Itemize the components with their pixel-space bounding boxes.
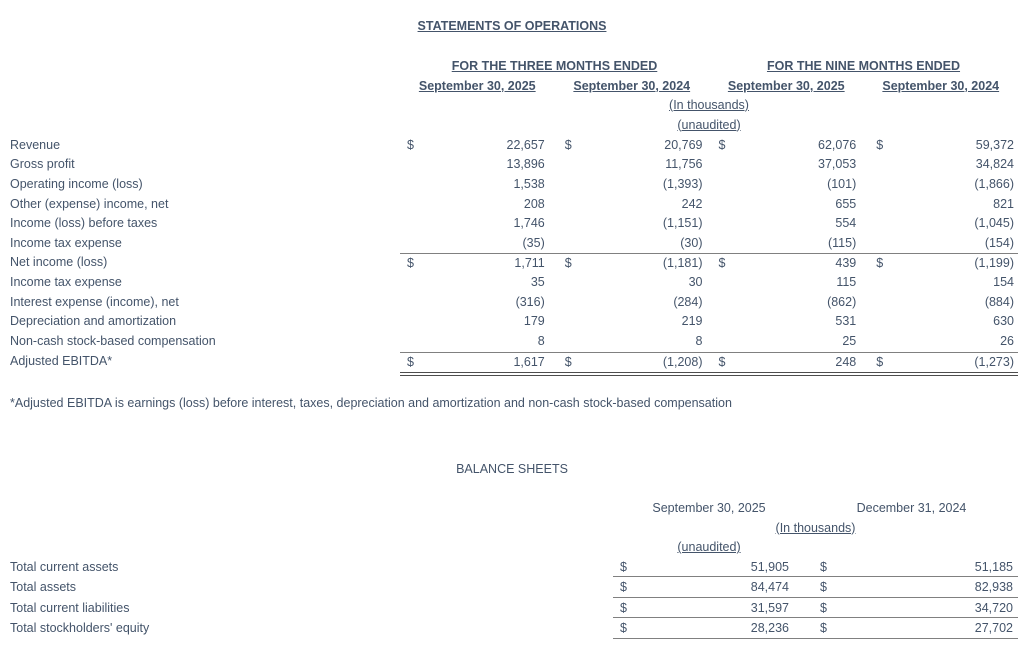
row-label: Income (loss) before taxes <box>10 216 158 231</box>
row-label: Total current assets <box>10 560 119 574</box>
cell-value: 821 <box>993 196 1014 211</box>
currency-symbol: $ <box>820 560 827 574</box>
table-row-income-tax-expense-addback <box>0 273 1018 293</box>
row-label: Total current liabilities <box>10 600 130 615</box>
currency-symbol: $ <box>876 354 884 369</box>
currency-symbol: $ <box>564 354 572 369</box>
currency-symbol: $ <box>564 256 572 271</box>
cell-value: 26 <box>1000 334 1014 348</box>
table-row-stock-compensation <box>0 332 1018 352</box>
currency-symbol: $ <box>620 580 627 595</box>
cell-value: (1,151) <box>662 216 703 231</box>
row-label: Depreciation and amortization <box>10 314 177 329</box>
cell-value: 179 <box>523 314 545 329</box>
cell-value: 27,702 <box>974 621 1013 636</box>
cell-value: 34,720 <box>974 600 1013 615</box>
currency-symbol: $ <box>407 137 414 152</box>
cell-value: 82,938 <box>974 580 1013 595</box>
table-row-income-tax-expense <box>0 234 1018 254</box>
table-row-total-current-assets <box>0 557 1018 577</box>
row-label: Revenue <box>10 137 61 152</box>
table-row-adjusted-ebitda <box>0 352 1018 372</box>
cell-value: (154) <box>984 235 1014 250</box>
cell-value: (1,181) <box>662 256 703 271</box>
balance-col-header-2: December 31, 2024 <box>856 501 967 515</box>
balance-col-header-1: September 30, 2025 <box>652 501 766 515</box>
cell-value: 655 <box>835 196 857 211</box>
cell-value: (884) <box>984 294 1014 309</box>
table-row-gross-profit <box>0 155 1018 175</box>
cell-value: 248 <box>835 354 857 369</box>
table-row-total-stockholders-equity <box>0 618 1018 638</box>
balance-in-thousands-note: (In thousands) <box>775 520 856 535</box>
cell-value: 1,538 <box>513 176 545 191</box>
table-row-total-current-liabilities <box>0 598 1018 618</box>
table-row-net-income <box>0 253 1018 273</box>
row-label: Total assets <box>10 580 77 595</box>
cell-value: 630 <box>993 314 1014 329</box>
cell-value: 208 <box>523 196 545 211</box>
cell-value: 219 <box>681 314 703 329</box>
cell-value: 51,185 <box>974 560 1013 574</box>
currency-symbol: $ <box>620 621 627 636</box>
cell-value: 8 <box>695 334 703 348</box>
currency-symbol: $ <box>820 580 827 595</box>
ops-table <box>0 136 1018 372</box>
cell-value: 154 <box>993 275 1014 290</box>
cell-value: (1,393) <box>662 176 703 191</box>
currency-symbol: $ <box>876 137 884 152</box>
cell-value: 8 <box>537 334 545 348</box>
cell-value: 439 <box>835 256 857 271</box>
row-label: Income tax expense <box>10 235 122 250</box>
currency-symbol: $ <box>407 354 414 369</box>
cell-value: 30 <box>688 275 703 290</box>
balance-title: BALANCE SHEETS <box>456 462 568 476</box>
row-label: Income tax expense <box>10 275 122 290</box>
cell-value: 531 <box>835 314 857 329</box>
currency-symbol: $ <box>876 256 884 271</box>
currency-symbol: $ <box>718 256 726 271</box>
table-row-depreciation-amortization <box>0 312 1018 332</box>
cell-value: 22,657 <box>506 137 545 152</box>
currency-symbol: $ <box>718 137 726 152</box>
table-row-revenue <box>0 136 1018 156</box>
cell-value: 51,905 <box>750 560 789 574</box>
currency-symbol: $ <box>407 256 414 271</box>
ops-col-header-1: September 30, 2025 <box>418 78 536 93</box>
cell-value: 31,597 <box>750 600 789 615</box>
row-label: Total stockholders' equity <box>10 621 150 636</box>
cell-value: 13,896 <box>506 157 545 172</box>
cell-value: 1,711 <box>514 256 545 271</box>
currency-symbol: $ <box>620 600 627 615</box>
cell-value: (316) <box>515 294 545 309</box>
ops-unaudited-note: (unaudited) <box>677 117 741 132</box>
table-row-interest-expense <box>0 293 1018 313</box>
cell-value: (1,273) <box>974 354 1014 369</box>
row-label: Gross profit <box>10 157 75 172</box>
balance-unaudited-note: (unaudited) <box>677 540 741 554</box>
table-row-other-income <box>0 195 1018 215</box>
ops-title-text: STATEMENTS OF OPERATIONS <box>417 19 607 33</box>
currency-symbol: $ <box>620 560 627 574</box>
row-label: Interest expense (income), net <box>10 294 179 309</box>
cell-value: 34,824 <box>975 157 1014 172</box>
currency-symbol: $ <box>820 621 827 636</box>
row-label: Other (expense) income, net <box>10 196 169 211</box>
cell-value: (862) <box>827 294 857 309</box>
ops-col-header-3: September 30, 2025 <box>727 78 845 93</box>
cell-value: 115 <box>836 275 857 290</box>
cell-value: (35) <box>522 235 545 250</box>
cell-value: 242 <box>681 196 703 211</box>
cell-value: 84,474 <box>750 580 789 595</box>
balance-table <box>0 557 1018 639</box>
cell-value: (1,866) <box>974 176 1014 191</box>
currency-symbol: $ <box>564 137 572 152</box>
cell-value: 20,769 <box>664 137 703 152</box>
cell-value: 62,076 <box>818 137 857 152</box>
cell-value: 1,746 <box>513 216 545 231</box>
cell-value: 37,053 <box>818 157 857 172</box>
cell-value: (30) <box>680 235 703 250</box>
cell-value: 35 <box>530 275 545 290</box>
ops-group-header-nine-months: FOR THE NINE MONTHS ENDED <box>766 59 961 73</box>
cell-value: (1,208) <box>662 354 703 369</box>
double-rule <box>400 372 1018 376</box>
row-label: Operating income (loss) <box>10 176 143 191</box>
cell-value: 25 <box>842 334 857 348</box>
ebitda-footnote: *Adjusted EBITDA is earnings (loss) before interest, taxes, depreciation and amortization and non-cash stock-based compensation <box>10 396 732 410</box>
row-label: Non-cash stock-based compensation <box>10 334 216 348</box>
table-row-income-before-taxes <box>0 214 1018 234</box>
ops-group-header-three-months: FOR THE THREE MONTHS ENDED <box>451 59 658 73</box>
cell-value: (1,045) <box>974 216 1014 231</box>
ops-in-thousands-note: (In thousands) <box>669 98 749 112</box>
cell-value: 59,372 <box>975 137 1014 152</box>
cell-value: (101) <box>827 176 857 191</box>
table-row-operating-income <box>0 175 1018 195</box>
cell-value: (115) <box>827 235 857 250</box>
cell-value: 11,756 <box>665 157 703 172</box>
ops-col-header-4: September 30, 2024 <box>882 78 1000 93</box>
ops-col-header-2: September 30, 2024 <box>573 78 691 93</box>
row-label: Net income (loss) <box>10 255 108 270</box>
cell-value: (1,199) <box>974 256 1014 271</box>
cell-value: 28,236 <box>750 621 789 636</box>
ops-title <box>0 19 1024 34</box>
cell-value: 1,617 <box>513 354 545 369</box>
currency-symbol: $ <box>718 354 726 369</box>
row-label: Adjusted EBITDA* <box>10 353 113 368</box>
cell-value: 554 <box>835 216 857 231</box>
table-row-total-assets <box>0 577 1018 597</box>
currency-symbol: $ <box>820 600 827 615</box>
cell-value: (284) <box>673 294 703 309</box>
